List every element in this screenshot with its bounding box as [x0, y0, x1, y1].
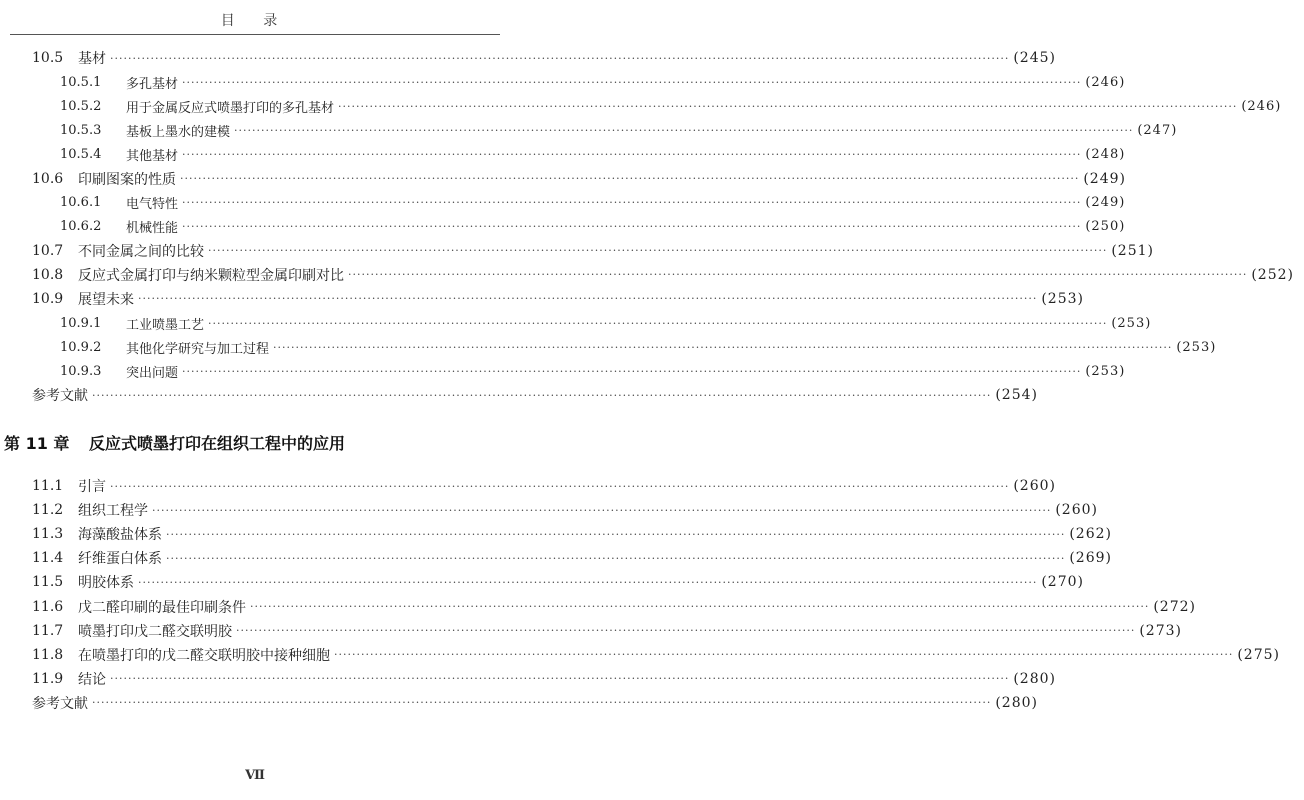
- toc-entry[interactable]: [0, 46, 1056, 70]
- toc-entry[interactable]: [0, 546, 1112, 570]
- toc-entry-references[interactable]: [0, 383, 1038, 407]
- chapter-title: 反应式喷墨打印在组织工程中的应用: [89, 434, 346, 453]
- dot-leader: ········································································································································································································: [236, 624, 1136, 638]
- toc-list-chapter-11: [0, 474, 1280, 715]
- toc-entry-number: 10.5.3: [60, 122, 102, 138]
- toc-entry-number: 11.7: [32, 622, 64, 639]
- dot-leader: ········································································································································································································: [182, 196, 1082, 210]
- toc-entry-title: 戊二醛印刷的最佳印刷条件: [78, 599, 246, 616]
- toc-entry[interactable]: [0, 522, 1112, 546]
- dot-leader: ········································································································································································································: [110, 479, 1010, 493]
- toc-entry[interactable]: [0, 667, 1056, 691]
- dot-leader: ········································································································································································································: [182, 147, 1082, 161]
- toc-entry-page: (247): [1137, 122, 1178, 138]
- toc-entry[interactable]: [0, 498, 1098, 522]
- toc-entry[interactable]: [0, 570, 1084, 594]
- toc-entry-page: (250): [1085, 219, 1126, 235]
- toc-entry-page: (272): [1153, 598, 1196, 615]
- toc-entry-number: 10.5: [32, 50, 64, 67]
- toc-entry-title: 电气特性: [126, 197, 179, 213]
- dot-leader: ········································································································································································································: [92, 696, 992, 710]
- toc-entry-number: 11.3: [32, 526, 64, 543]
- dot-leader: ········································································································································································································: [138, 292, 1038, 306]
- toc-entry[interactable]: [0, 643, 1280, 667]
- toc-entry[interactable]: [0, 335, 1217, 359]
- toc-entry-page: (260): [1013, 478, 1056, 495]
- toc-entry-title: 参考文献: [32, 388, 88, 405]
- toc-entry-number: 11.4: [32, 550, 64, 567]
- toc-entry-references[interactable]: [0, 691, 1038, 715]
- chapter-heading[interactable]: [0, 431, 514, 454]
- toc-entry-title: 其他基材: [126, 148, 179, 164]
- toc-entry-title: 结论: [78, 671, 106, 688]
- dot-leader: ········································································································································································································: [138, 575, 1038, 589]
- toc-entry[interactable]: [0, 594, 1196, 618]
- dot-leader: ········································································································································································································: [208, 244, 1108, 258]
- toc-list-chapter-10: [0, 46, 1294, 407]
- dot-leader: ········································································································································································································: [166, 527, 1066, 541]
- toc-entry[interactable]: [0, 474, 1056, 498]
- toc-entry-page: (273): [1139, 622, 1182, 639]
- toc-entry[interactable]: [0, 287, 1084, 311]
- toc-entry[interactable]: [0, 70, 1126, 94]
- toc-entry-page: (262): [1069, 526, 1112, 543]
- toc-entry-number: 11.5: [32, 574, 64, 591]
- toc-entry-title: 其他化学研究与加工过程: [126, 341, 270, 357]
- toc-entry-title: 参考文献: [32, 695, 88, 712]
- toc-entry-title: 工业喷墨工艺: [126, 317, 205, 333]
- dot-leader: ········································································································································································································: [334, 648, 1234, 662]
- toc-entry-title: 引言: [78, 479, 106, 496]
- toc-entry[interactable]: [0, 311, 1152, 335]
- toc-entry-number: 11.9: [32, 670, 64, 687]
- dot-leader: ········································································································································································································: [166, 551, 1066, 565]
- toc-entry[interactable]: [0, 263, 1294, 287]
- toc-entry-page: (246): [1085, 74, 1126, 90]
- dot-leader: ········································································································································································································: [182, 75, 1082, 89]
- toc-entry-number: 11.8: [32, 646, 64, 663]
- chapter-number: 第 11 章: [4, 434, 70, 453]
- toc-entry-title: 组织工程学: [78, 503, 148, 520]
- toc-entry-title: 反应式金属打印与纳米颗粒型金属印刷对比: [78, 267, 344, 284]
- toc-entry-page: (246): [1241, 98, 1282, 114]
- toc-entry[interactable]: [0, 215, 1126, 239]
- toc-entry-title: 在喷墨打印的戊二醛交联明胶中接种细胞: [78, 647, 330, 664]
- toc-entry-number: 10.9: [32, 290, 64, 307]
- dot-leader: ········································································································································································································: [338, 99, 1238, 113]
- toc-entry[interactable]: [0, 619, 1182, 643]
- toc-entry-page: (248): [1085, 146, 1126, 162]
- toc-entry-number: 10.6.2: [60, 219, 102, 235]
- toc-entry-number: 10.6.1: [60, 195, 102, 211]
- toc-entry-title: 纤维蛋白体系: [78, 551, 162, 568]
- toc-entry-title: 突出问题: [126, 365, 179, 381]
- page-number: Ⅶ: [245, 768, 265, 783]
- toc-entry-page: (269): [1069, 550, 1112, 567]
- toc-entry-title: 海藻酸盐体系: [78, 527, 162, 544]
- dot-leader: ········································································································································································································: [180, 172, 1080, 186]
- dot-leader: ········································································································································································································: [110, 51, 1010, 65]
- toc-entry-title: 展望未来: [78, 291, 134, 308]
- dot-leader: ········································································································································································································: [273, 340, 1173, 354]
- toc-entry-number: 10.7: [32, 242, 64, 259]
- toc-entry-number: 10.9.3: [60, 363, 102, 379]
- toc-entry-page: (245): [1013, 50, 1056, 67]
- toc-entry[interactable]: [0, 166, 1126, 190]
- toc-entry-page: (270): [1041, 574, 1084, 591]
- toc-entry-number: 11.6: [32, 598, 64, 615]
- dot-leader: ········································································································································································································: [92, 388, 992, 402]
- toc-entry-page: (251): [1111, 242, 1154, 259]
- toc-entry-title: 机械性能: [126, 221, 179, 237]
- toc-entry-title: 明胶体系: [78, 575, 134, 592]
- toc-entry-title: 印刷图案的性质: [78, 171, 176, 188]
- toc-entry-page: (253): [1085, 363, 1126, 379]
- toc-entry[interactable]: [0, 94, 1282, 118]
- toc-entry-page: (254): [995, 387, 1038, 404]
- toc-entry-number: 11.1: [32, 478, 64, 495]
- header-divider: [10, 34, 500, 35]
- toc-entry-number: 10.5.1: [60, 74, 102, 90]
- toc-entry-page: (260): [1055, 502, 1098, 519]
- toc-entry-page: (249): [1085, 195, 1126, 211]
- dot-leader: ········································································································································································································: [250, 600, 1150, 614]
- dot-leader: ········································································································································································································: [348, 268, 1248, 282]
- toc-entry-number: 10.9.1: [60, 315, 102, 331]
- dot-leader: ········································································································································································································: [110, 672, 1010, 686]
- toc-entry-page: (253): [1111, 315, 1152, 331]
- toc-entry-title: 用于金属反应式喷墨打印的多孔基材: [126, 100, 335, 116]
- dot-leader: ········································································································································································································: [182, 364, 1082, 378]
- toc-entry-title: 基板上墨水的建模: [126, 124, 231, 140]
- toc-entry-page: (280): [995, 694, 1038, 711]
- dot-leader: ········································································································································································································: [152, 503, 1052, 517]
- toc-entry[interactable]: [0, 359, 1126, 383]
- toc-entry-page: (280): [1013, 670, 1056, 687]
- toc-entry-title: 基材: [78, 51, 106, 68]
- running-header: 目 录: [220, 13, 290, 29]
- toc-entry-title: 不同金属之间的比较: [78, 243, 204, 260]
- toc-entry[interactable]: [0, 118, 1178, 142]
- toc-entry-title: 喷墨打印戊二醛交联明胶: [78, 623, 232, 640]
- toc-entry-page: (249): [1083, 170, 1126, 187]
- toc-entry-page: (253): [1176, 339, 1217, 355]
- toc-entry-number: 10.8: [32, 266, 64, 283]
- dot-leader: ········································································································································································································: [208, 316, 1108, 330]
- toc-entry-title: 多孔基材: [126, 76, 179, 92]
- toc-entry[interactable]: [0, 239, 1154, 263]
- toc-entry-number: 10.5.4: [60, 146, 102, 162]
- toc-entry-number: 10.6: [32, 170, 64, 187]
- toc-entry[interactable]: [0, 142, 1126, 166]
- toc-entry-page: (275): [1237, 646, 1280, 663]
- dot-leader: ········································································································································································································: [182, 220, 1082, 234]
- toc-entry-number: 10.9.2: [60, 339, 102, 355]
- toc-entry[interactable]: [0, 191, 1126, 215]
- dot-leader: ········································································································································································································: [234, 123, 1134, 137]
- toc-entry-page: (253): [1041, 290, 1084, 307]
- toc-entry-page: (252): [1251, 266, 1294, 283]
- toc-entry-number: 10.5.2: [60, 98, 102, 114]
- toc-entry-number: 11.2: [32, 502, 64, 519]
